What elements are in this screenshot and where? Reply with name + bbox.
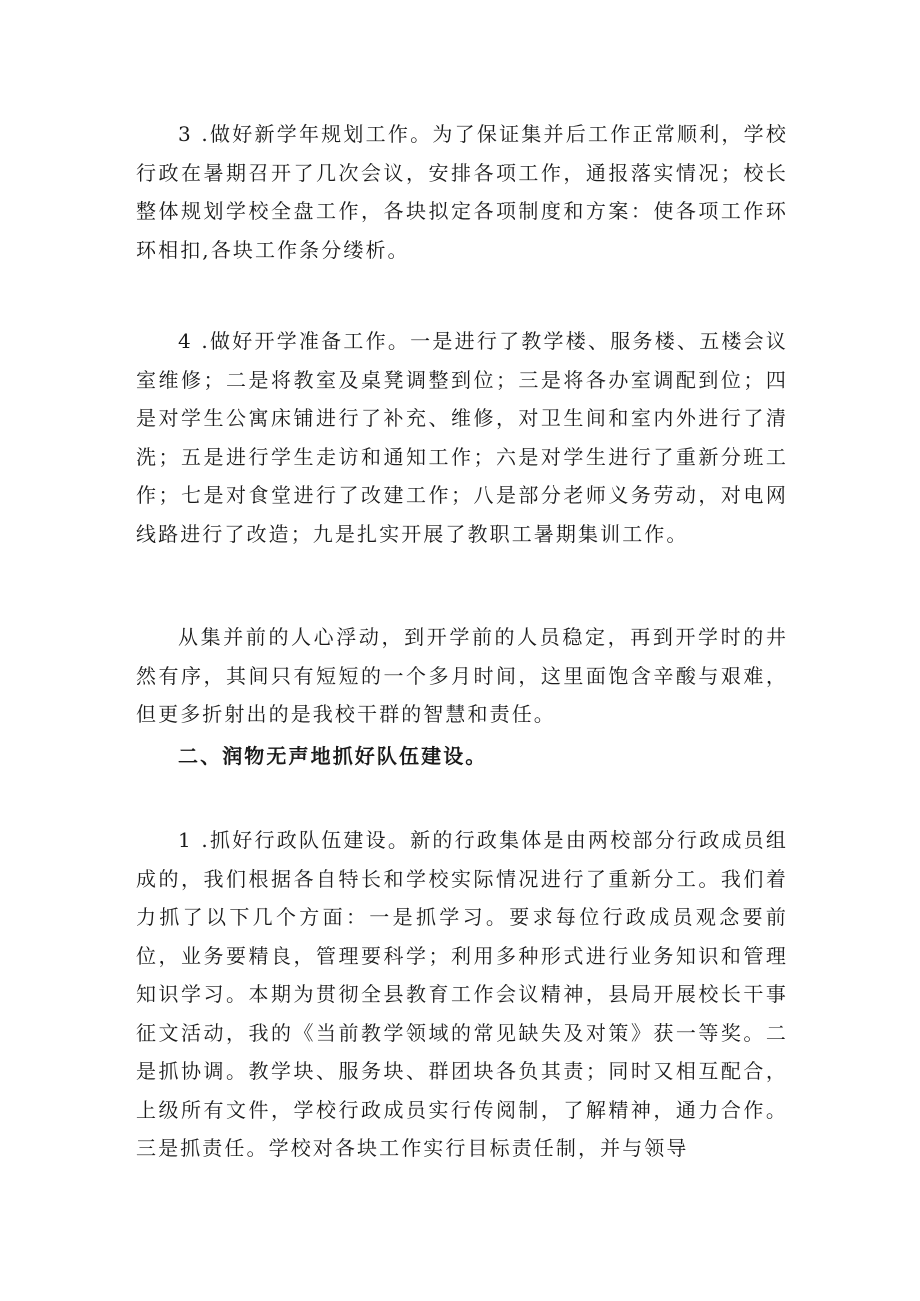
- paragraph-planning-work: 3 .做好新学年规划工作。为了保证集并后工作正常顺利，学校行政在暑期召开了几次会议，安排各项工作，通报落实情况；校长整体规划学校全盘工作，各块拟定各项制度和方案：使各项工作环环相扣,各块工作条分缕析。: [136, 122, 788, 262]
- paragraph-summary: 从集并前的人心浮动，到开学前的人员稳定，再到开学时的井然有序，其间只有短短的一个多月时间，这里面饱含辛酸与艰难，但更多折射出的是我校干群的智慧和责任。: [136, 625, 788, 726]
- paragraph-admin-team-building: 1 .抓好行政队伍建设。新的行政集体是由两校部分行政成员组成的，我们根据各自特长和学校实际情况进行了重新分工。我们着力抓了以下几个方面：一是抓学习。要求每位行政成员观念要前位，业务要精良，管理要科学；利用多种形式进行业务知识和管理知识学习。本期为贯彻全县教育工作会议精神，县局开展校长干事征文活动，我的《当前教学领域的常见缺失及对策》获一等奖。二是抓协调。教学块、服务块、群团块各负其责；同时又相互配合，上级所有文件，学校行政成员实行传阅制，了解精神，通力合作。三是抓责任。学校对各块工作实行目标责任制，并与领导: [136, 828, 788, 1160]
- section-heading: 二、润物无声地抓好队伍建设。: [178, 744, 488, 768]
- paragraph-school-start-preparation: 4 .做好开学准备工作。一是进行了教学楼、服务楼、五楼会议室维修；二是将教室及桌凳调整到位；三是将各办室调配到位；四是对学生公寓床铺进行了补充、维修，对卫生间和室内外进行了清洗；五是进行学生走访和通知工作；六是对学生进行了重新分班工作；七是对食堂进行了改建工作；八是部分老师义务劳动，对电网线路进行了改造；九是扎实开展了教职工暑期集训工作。: [136, 329, 788, 546]
